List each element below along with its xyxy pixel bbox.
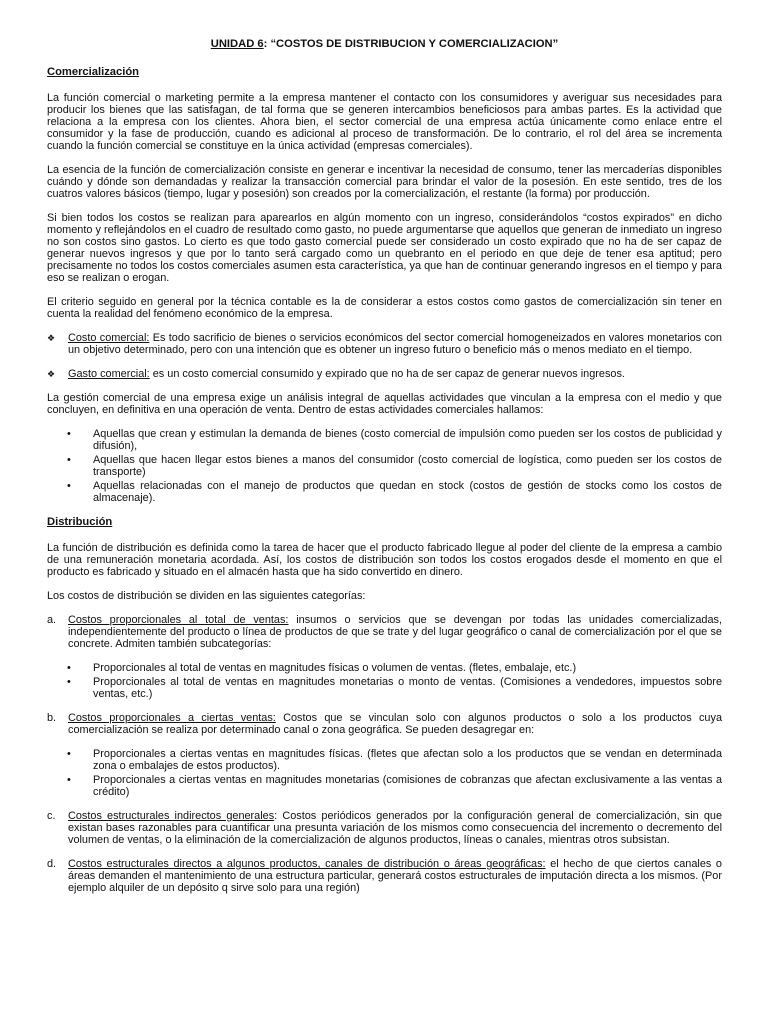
list-item-text: Aquellas que hacen llegar estos bienes a manos del consumidor (costo comercial de logística, como pueden ser los costos de transporte): [93, 454, 722, 478]
category-b: [47, 712, 722, 736]
diamond-bullet-icon: ❖: [47, 333, 56, 343]
category-b-list: [47, 748, 722, 798]
definition-text: Es todo sacrificio de bienes o servicios económicos del sector comercial homogeneizados en valores monetarios con un objetivo determinado, pero con una intención que es obtener un ingreso futuro o beneficio más o menos mediato en el tiempo.: [68, 332, 722, 356]
category-text: el hecho de que ciertos canales o áreas demanden el mantenimiento de una estructura particular, generará costos estructurales de imputación directa a los mismos. (Por ejemplo alquiler de un depósito q sirve solo para una región): [68, 858, 722, 894]
category-letter: a.: [47, 614, 57, 626]
paragraph: La función comercial o marketing permite a la empresa mantener el contacto con los consumidores y averiguar sus necesidades para producir los bienes que las satisfagan, de tal forma que se generen intercambios beneficiosos para ambas partes. Es la actividad que relaciona a la empresa con los clientes. Ahora bien, el sector comercial de una empresa actúa únicamente como enlace entre el consumidor y la fase de producción, cuando es adicional al proceso de transformación. De lo contrario, el rol del área se incrementa cuando la función comercial se constituye en la única actividad (empresas comerciales).: [47, 92, 722, 152]
list-item: [47, 454, 722, 478]
document-page: [47, 38, 722, 906]
list-item-text: Aquellas que crean y estimulan la demanda de bienes (costo comercial de impulsión como pueden ser los costos de publicidad y difusión),: [93, 428, 722, 452]
bullet-icon: •: [67, 662, 71, 674]
category-a-list: [47, 662, 722, 700]
bullet-icon: •: [67, 774, 71, 786]
category-a: [47, 614, 722, 650]
definition-term: Gasto comercial:: [68, 368, 150, 380]
list-item-text: Proporcionales a ciertas ventas en magnitudes monetarias (comisiones de cobranzas que afectan exclusivamente a las ventas a crédito): [93, 774, 722, 798]
paragraph: La función de distribución es definida como la tarea de hacer que el producto fabricado llegue al poder del cliente de la empresa a cambio de una remuneración monetaria acordada. Así, los costos de distribución son todos los costos erogados desde el momento en que el producto es fabricado y situado en el almacén hasta que ha sido convertido en dinero.: [47, 542, 722, 578]
list-item-text: Proporcionales a ciertas ventas en magnitudes físicas. (fletes que afectan solo a los productos que se vendan en determinada zona o embalajes de estos productos).: [93, 748, 722, 772]
document-title: [47, 38, 722, 50]
category-letter: c.: [47, 810, 56, 822]
bullet-icon: •: [67, 428, 71, 440]
list-item-text: Proporcionales al total de ventas en magnitudes físicas o volumen de ventas. (fletes, embalaje, etc.): [93, 662, 577, 674]
list-item: [47, 662, 722, 674]
unit-label: UNIDAD 6: [210, 38, 264, 50]
category-term: Costos proporcionales a ciertas ventas:: [68, 712, 276, 724]
category-text: : Costos periódicos generados por la configuración general de comercialización, sin que existan bases razonables para cuantificar una presunta variación de los mismos como consecuencia del incremento o decremento del volumen de ventas, o la eliminación de la comercialización de algunos productos, líneas o canales, mientras otros subsistan.: [68, 810, 723, 846]
category-text: insumos o servicios que se devengan por todas las unidades comercializadas, independientemente del producto o línea de productos de que se trate y del lugar geográfico o canal de comercialización por el que se concrete. Admiten también subcategorías:: [68, 614, 723, 650]
category-letter: b.: [47, 712, 57, 724]
category-c: [47, 810, 722, 846]
category-term: Costos estructurales directos a algunos productos, canales de distribución o áreas geográficas:: [68, 858, 546, 870]
list-item-text: Proporcionales al total de ventas en magnitudes monetarias o monto de ventas. (Comisiones a vendedores, impuestos sobre ventas, etc.): [93, 676, 722, 700]
definition-text: es un costo comercial consumido y expirado que no ha de ser capaz de generar nuevos ingresos.: [149, 368, 625, 380]
bullet-icon: •: [67, 454, 71, 466]
paragraph: Si bien todos los costos se realizan para aparearlos en algún momento con un ingreso, considerándolos “costos expirados” en dicho momento y reflejándolos en el cuadro de resultado como gasto, no puede argumentarse que aquellos que generan de inmediato un ingreso no son costos sino gastos. Lo cierto es que todo gasto comercial puede ser considerado un costo expirado que no ha de ser capaz de generar nuevos ingresos y que por lo tanto será cargado como un quebranto en el periodo en que deje de tener esa aptitud; pero precisamente no todos los costos comerciales asumen esta característica, ya que han de continuar generando ingresos en el tiempo y para eso se realizan o erogan.: [47, 212, 722, 284]
list-item: [47, 676, 722, 700]
bullet-icon: •: [67, 748, 71, 760]
category-d: [47, 858, 722, 894]
bullet-icon: •: [67, 480, 71, 492]
category-term: Costos proporcionales al total de ventas:: [68, 614, 289, 626]
paragraph: Los costos de distribución se dividen en las siguientes categorías:: [47, 590, 366, 602]
list-item: [47, 748, 722, 772]
activities-list: [47, 428, 722, 504]
category-letter: d.: [47, 858, 57, 870]
category-text: Costos que se vinculan solo con algunos productos o solo a los productos cuya comercialización se realiza por determinado canal o zona geográfica. Se pueden desagregar en:: [68, 712, 722, 736]
definition-costo-comercial: [47, 332, 722, 356]
definition-gasto-comercial: [47, 368, 722, 380]
bullet-icon: •: [67, 676, 71, 688]
list-item: [47, 774, 722, 798]
section-heading-distribucion: Distribución: [47, 516, 113, 528]
paragraph: La esencia de la función de comercialización consiste en generar e incentivar la necesidad de consumo, tener las mercaderías disponibles cuándo y dónde son demandadas y realizar la transacción comercial para brindar el valor de la posesión. En este sentido, tres de los cuatros valores básicos (tiempo, lugar y posesión) son creados por la comercialización, el restante (la forma) por producción.: [47, 164, 722, 200]
diamond-bullet-icon: ❖: [47, 369, 56, 379]
title-text: : “COSTOS DE DISTRIBUCION Y COMERCIALIZACION”: [263, 38, 559, 50]
definition-term: Costo comercial:: [68, 332, 150, 344]
list-item: [47, 480, 722, 504]
paragraph: El criterio seguido en general por la técnica contable es la de considerar a estos costos como gastos de comercialización sin tener en cuenta la realidad del fenómeno económico de la empresa.: [47, 296, 722, 320]
category-term: Costos estructurales indirectos generales: [68, 810, 275, 822]
list-item: [47, 428, 722, 452]
paragraph: La gestión comercial de una empresa exige un análisis integral de aquellas actividades que vinculan a la empresa con el medio y que concluyen, en definitiva en una operación de venta. Dentro de estas actividades comerciales hallamos:: [47, 392, 722, 416]
list-item-text: Aquellas relacionadas con el manejo de productos que quedan en stock (costos de gestión de stocks como los costos de almacenaje).: [93, 480, 722, 504]
section-heading-comercializacion: Comercialización: [47, 66, 140, 78]
